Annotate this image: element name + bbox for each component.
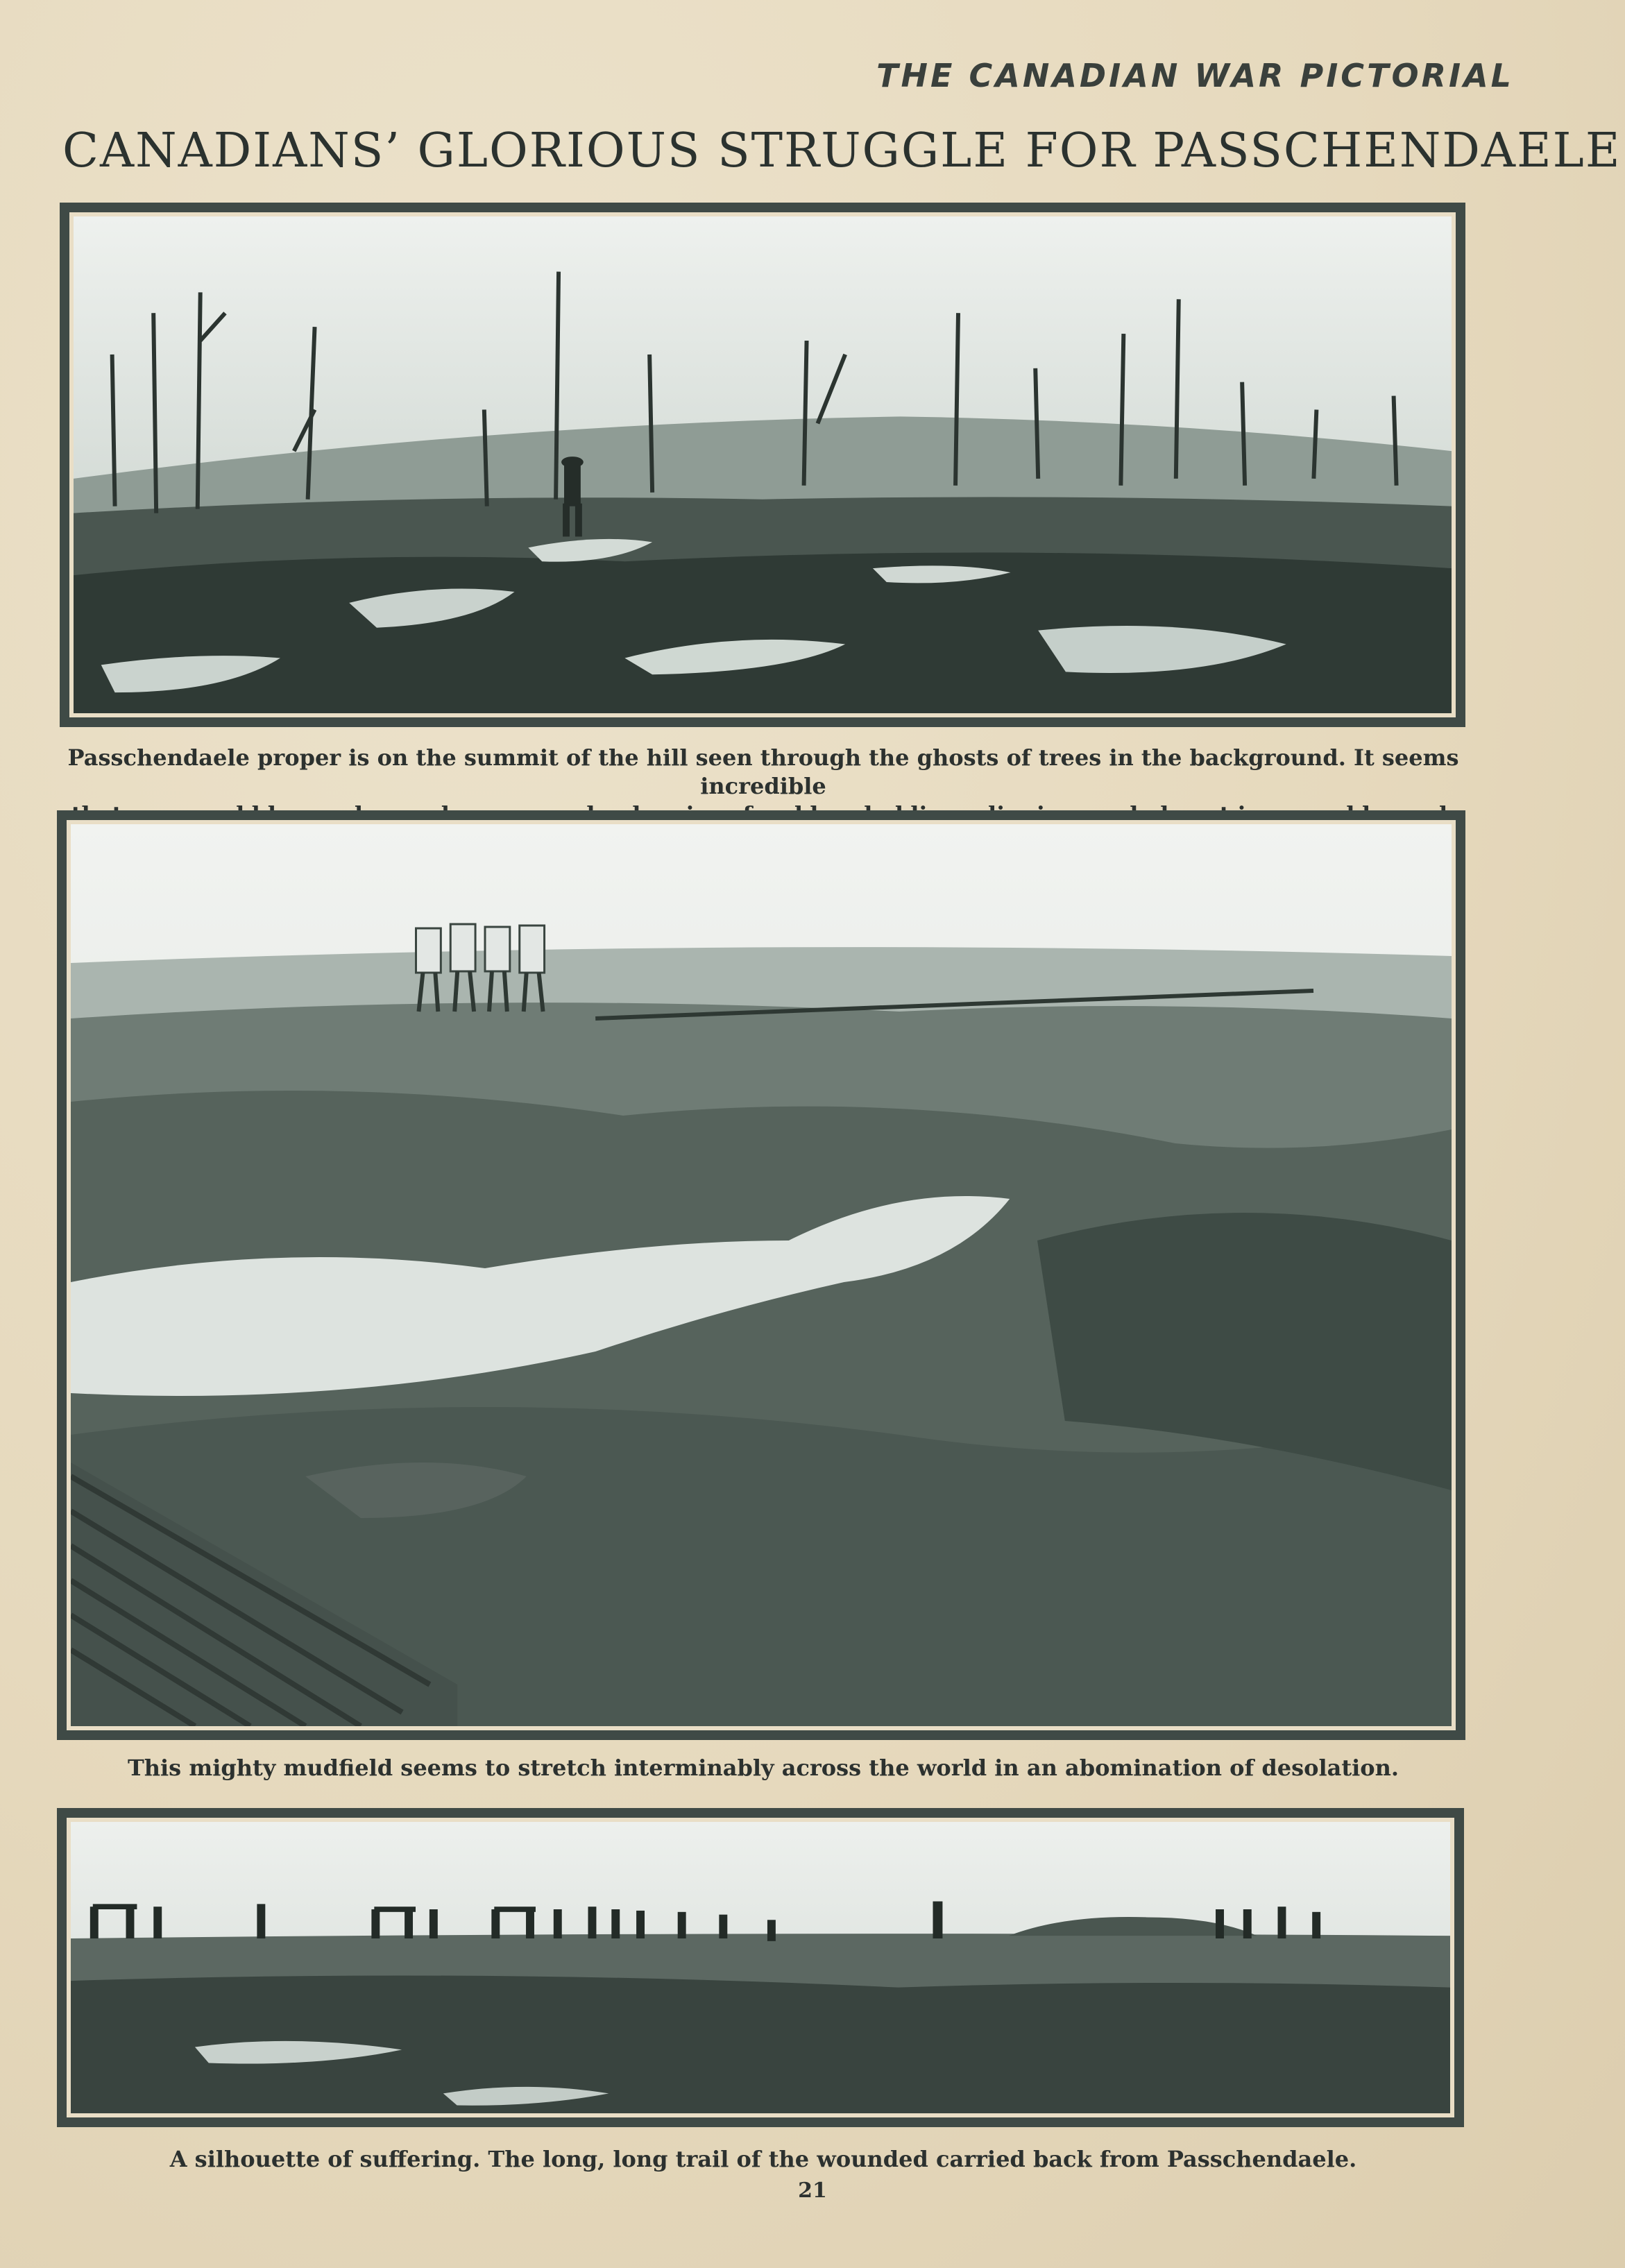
caption-photo-3: A silhouette of suffering. The long, long trail of the wounded carried back from Passchendaele. [169, 2146, 1357, 2172]
caption-photo-2: This mighty mudfield seems to stretch interminably across the world in an abomination of desolation. [127, 1755, 1399, 1781]
caption-photo-1-line-1: Passchendaele proper is on the summit of the hill seen through the ghosts of trees in the background. It seems incredible [67, 744, 1459, 799]
photo-mudfield [71, 824, 1452, 1726]
photo-frame-forest [60, 203, 1465, 727]
photo-wounded-trail [71, 1822, 1450, 2113]
photo-blasted-forest [74, 216, 1452, 713]
photo-frame-wounded-trail [57, 1808, 1464, 2127]
photo-frame-mudfield [57, 810, 1465, 1740]
page-number: 21 [798, 2179, 827, 2203]
headline: CANADIANS’ GLORIOUS STRUGGLE FOR PASSCHENDAELE [62, 123, 1622, 178]
running-head: THE CANADIAN WAR PICTORIAL [876, 57, 1514, 94]
